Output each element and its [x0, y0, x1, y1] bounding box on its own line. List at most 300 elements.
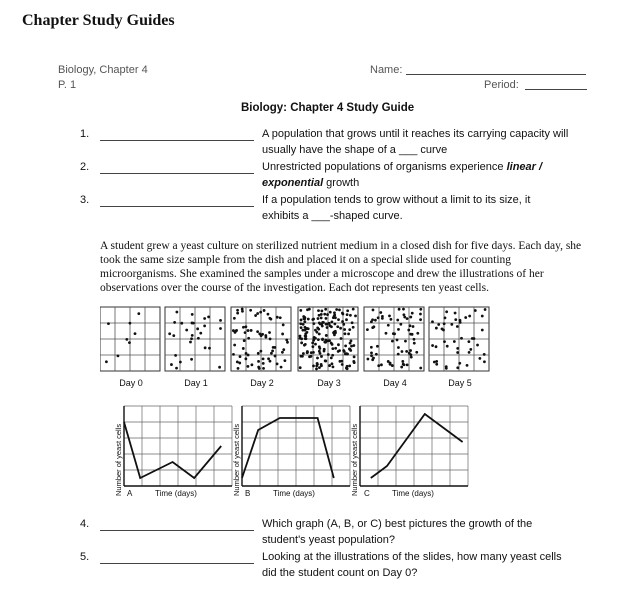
yeast-dot [311, 345, 314, 348]
yeast-dot [282, 348, 285, 351]
answer-line-3[interactable] [100, 206, 254, 207]
yeast-dot [320, 317, 323, 320]
yeast-dot [237, 367, 240, 370]
yeast-dot [320, 355, 323, 358]
yeast-dot [175, 367, 178, 370]
yeast-dot [454, 312, 457, 315]
yeast-dot [466, 364, 469, 367]
slide-2 [231, 307, 291, 371]
day-label: Day 4 [383, 378, 407, 388]
yeast-dot [258, 367, 261, 370]
yeast-dot [326, 326, 329, 329]
yeast-dot [315, 331, 318, 334]
yeast-dot [256, 330, 259, 333]
yeast-dot [173, 321, 176, 324]
yeast-dot [280, 366, 283, 369]
day-label: Day 1 [184, 378, 208, 388]
graph-c-letter: C [364, 489, 370, 498]
question-text-line: A population that grows until it reaches its carrying capacity will [262, 128, 569, 140]
yeast-dot [312, 365, 315, 368]
yeast-dot [219, 327, 222, 330]
question-number: 3. [80, 194, 90, 206]
yeast-dot [374, 319, 377, 322]
yeast-dot [175, 311, 178, 314]
yeast-dot [331, 343, 334, 346]
yeast-dot [456, 366, 459, 369]
passage: A student grew a yeast culture on sterilized nutrient medium in a closed dish for five days. Each day, she took the same size sample from the dish and placed it on a special slide used for counting microorganisms. She examined the samples under a microscope and drew the illustrations of her observations over the course of the investigation. Each dot represents ten yeast cells. [100, 240, 582, 294]
yeast-dot [348, 348, 351, 351]
yeast-dot [370, 346, 373, 349]
yeast-dot [259, 350, 262, 353]
yeast-dot [331, 362, 334, 365]
yeast-dot [312, 318, 315, 321]
name-label: Name: [370, 64, 403, 76]
yeast-dot [409, 324, 412, 327]
yeast-dot [326, 313, 329, 316]
yeast-dot [268, 331, 271, 334]
yeast-dot [391, 364, 394, 367]
yeast-dot [256, 312, 259, 315]
day-label: Day 0 [119, 378, 143, 388]
yeast-dot [441, 328, 444, 331]
yeast-dot [241, 308, 244, 311]
yeast-dot [371, 318, 374, 321]
graph-b-xlabel: Time (days) [273, 489, 315, 498]
yeast-dot [350, 339, 353, 342]
yeast-dot [270, 352, 273, 355]
yeast-dot [170, 363, 173, 366]
yeast-dot [282, 323, 285, 326]
question-text-emphasis: exponential [262, 177, 324, 189]
question-text-line: did the student count on Day 0? [262, 567, 418, 579]
yeast-dot [272, 346, 275, 349]
slide-5 [429, 307, 489, 371]
yeast-dot [330, 321, 333, 324]
yeast-dot [128, 341, 131, 344]
yeast-dot [203, 324, 206, 327]
yeast-dot [312, 351, 315, 354]
day-label: Day 5 [448, 378, 472, 388]
yeast-dot [460, 337, 463, 340]
yeast-dot [408, 352, 411, 355]
yeast-dot [299, 366, 302, 369]
yeast-dot [354, 314, 357, 317]
yeast-dot [307, 318, 310, 321]
yeast-dot [336, 325, 339, 328]
yeast-dot [260, 334, 263, 337]
yeast-dot [244, 357, 247, 360]
yeast-dot [197, 337, 200, 340]
yeast-dot [415, 351, 418, 354]
yeast-dot [269, 360, 272, 363]
yeast-dot [431, 320, 434, 323]
course-label: Biology, Chapter 4 [58, 64, 148, 76]
yeast-dot [316, 326, 319, 329]
question-number: 4. [80, 518, 90, 530]
yeast-dot [242, 326, 245, 329]
yeast-dot [332, 365, 335, 368]
yeast-dot [419, 313, 422, 316]
yeast-dot [339, 360, 342, 363]
question-text-emphasis: linear / [506, 161, 543, 173]
yeast-dot [453, 340, 456, 343]
yeast-dot [251, 363, 254, 366]
yeast-dot [199, 332, 202, 335]
question-number: 1. [80, 128, 90, 140]
yeast-dot [306, 308, 309, 311]
yeast-dot [381, 317, 384, 320]
yeast-dot [276, 362, 279, 365]
yeast-dot [330, 356, 333, 359]
yeast-dot [334, 331, 337, 334]
yeast-dot [262, 367, 265, 370]
graph-a-xlabel: Time (days) [155, 489, 197, 498]
yeast-dot [312, 322, 315, 325]
yeast-dot [281, 351, 284, 354]
yeast-dot [419, 367, 422, 370]
question-text-line: Which graph (A, B, or C) best pictures the growth of the [262, 518, 533, 530]
yeast-dot [254, 314, 257, 317]
yeast-dot [333, 322, 336, 325]
yeast-dot [341, 313, 344, 316]
period-label: Period: [484, 79, 519, 91]
yeast-dot [471, 337, 474, 340]
yeast-dot [129, 322, 132, 325]
yeast-dot [249, 309, 252, 312]
yeast-dot [319, 323, 322, 326]
yeast-dot [403, 363, 406, 366]
yeast-dot [306, 327, 309, 330]
page-label: P. 1 [58, 79, 77, 91]
yeast-dot [348, 328, 351, 331]
graph-a-ylabel: Number of yeast cells [114, 423, 123, 496]
yeast-dot [372, 309, 375, 312]
question-2-text [262, 159, 542, 191]
slide-0 [100, 307, 160, 371]
yeast-dot [247, 337, 250, 340]
yeast-dot [300, 341, 303, 344]
yeast-dot [172, 334, 175, 337]
yeast-dot [404, 340, 407, 343]
yeast-dot [435, 327, 438, 330]
slides-figure [100, 305, 500, 377]
yeast-dot [405, 350, 408, 353]
graph-b-letter: B [245, 489, 251, 498]
yeast-dot [468, 315, 471, 318]
yeast-dot [168, 332, 171, 335]
yeast-dot [320, 363, 323, 366]
yeast-dot [234, 331, 237, 334]
question-text-part: growth [323, 177, 360, 189]
answer-line-5[interactable] [100, 563, 254, 564]
yeast-dot [349, 314, 352, 317]
answer-line-1[interactable] [100, 140, 254, 141]
yeast-dot [236, 312, 239, 315]
yeast-dot [269, 338, 272, 341]
yeast-dot [247, 365, 250, 368]
day-label: Day 2 [250, 378, 274, 388]
yeast-dot [304, 337, 307, 340]
yeast-dot [352, 326, 355, 329]
yeast-dot [324, 360, 327, 363]
slide-1 [165, 307, 225, 371]
yeast-dot [352, 344, 355, 347]
yeast-dot [413, 338, 416, 341]
yeast-dot [262, 362, 265, 365]
doc-title: Biology: Chapter 4 Study Guide [241, 102, 415, 114]
question-4-text [262, 516, 532, 548]
yeast-dot [334, 347, 337, 350]
question-text-line: student's yeast population? [262, 534, 395, 546]
yeast-dot [137, 312, 140, 315]
yeast-dot [419, 308, 422, 311]
yeast-dot [402, 308, 405, 311]
yeast-dot [411, 312, 414, 315]
yeast-dot [334, 316, 337, 319]
yeast-dot [302, 323, 305, 326]
yeast-dot [342, 349, 345, 352]
question-text-line: If a population tends to grow without a limit to its size, it [262, 194, 531, 206]
yeast-dot [411, 333, 414, 336]
yeast-dot [300, 337, 303, 340]
yeast-dot [339, 327, 342, 330]
yeast-dot [134, 332, 137, 335]
yeast-dot [107, 322, 110, 325]
yeast-dot [385, 332, 388, 335]
yeast-dot [285, 338, 288, 341]
question-text-part: Unrestricted populations of organisms experience [262, 161, 507, 173]
yeast-dot [380, 363, 383, 366]
yeast-dot [320, 310, 323, 313]
yeast-dot [300, 319, 303, 322]
yeast-dot [323, 313, 326, 316]
yeast-dot [468, 351, 471, 354]
yeast-dot [274, 355, 277, 358]
yeast-dot [412, 325, 415, 328]
yeast-dot [304, 334, 307, 337]
yeast-dot [267, 357, 270, 360]
yeast-dot [281, 333, 284, 336]
answer-line-2[interactable] [100, 173, 254, 174]
yeast-dot [459, 319, 462, 322]
yeast-dot [397, 353, 400, 356]
question-1-text [262, 126, 568, 158]
yeast-dot [351, 321, 354, 324]
yeast-dot [331, 354, 334, 357]
yeast-dot [190, 337, 193, 340]
yeast-dot [337, 343, 340, 346]
yeast-dot [191, 334, 194, 337]
yeast-dot [345, 352, 348, 355]
yeast-dot [331, 347, 334, 350]
slide-4 [364, 307, 424, 371]
yeast-dot [396, 339, 399, 342]
yeast-dot [117, 354, 120, 357]
yeast-dot [388, 314, 391, 317]
yeast-dot [469, 348, 472, 351]
yeast-dot [318, 350, 321, 353]
yeast-dot [257, 360, 260, 363]
yeast-dot [244, 325, 247, 328]
question-text-line: usually have the shape of a ___ curve [262, 144, 448, 156]
yeast-dot [456, 351, 459, 354]
yeast-dot [337, 318, 340, 321]
period-field[interactable] [525, 89, 587, 90]
yeast-dot [239, 355, 242, 358]
graph-curve [242, 418, 334, 478]
yeast-dot [346, 365, 349, 368]
yeast-dot [204, 346, 207, 349]
graph-b-ylabel: Number of yeast cells [232, 423, 241, 496]
yeast-dot [399, 323, 402, 326]
yeast-dot [481, 315, 484, 318]
yeast-dot [324, 308, 327, 311]
yeast-dot [450, 323, 453, 326]
yeast-dot [190, 358, 193, 361]
yeast-dot [317, 317, 320, 320]
question-text-line: Looking at the illustrations of the slides, how many yeast cells [262, 551, 562, 563]
yeast-dot [279, 316, 282, 319]
yeast-dot [366, 358, 369, 361]
yeast-dot [370, 351, 373, 354]
yeast-dot [329, 311, 332, 314]
yeast-dot [341, 363, 344, 366]
yeast-dot [348, 364, 351, 367]
yeast-dot [208, 347, 211, 350]
yeast-dot [335, 308, 338, 311]
yeast-dot [267, 313, 270, 316]
name-field[interactable] [406, 74, 586, 75]
yeast-dot [219, 319, 222, 322]
yeast-dot [299, 335, 302, 338]
yeast-dot [270, 318, 273, 321]
yeast-dot [250, 329, 253, 332]
yeast-dot [284, 359, 287, 362]
yeast-dot [317, 338, 320, 341]
yeast-dot [403, 316, 406, 319]
yeast-dot [344, 344, 347, 347]
yeast-dot [174, 354, 177, 357]
yeast-dot [397, 346, 400, 349]
yeast-dot [409, 349, 412, 352]
yeast-dot [344, 332, 347, 335]
graph-curve [124, 422, 221, 478]
yeast-dot [352, 308, 355, 311]
yeast-dot [437, 323, 440, 326]
yeast-dot [247, 329, 250, 332]
yeast-dot [474, 309, 477, 312]
yeast-dot [338, 349, 341, 352]
yeast-dot [233, 344, 236, 347]
yeast-dot [242, 347, 245, 350]
yeast-dot [435, 345, 438, 348]
yeast-dot [325, 334, 328, 337]
yeast-dot [413, 342, 416, 345]
yeast-dot [318, 314, 321, 317]
yeast-dot [262, 357, 265, 360]
yeast-dot [338, 308, 341, 311]
yeast-dot [377, 364, 380, 367]
yeast-dot [456, 347, 459, 350]
page-title: Chapter Study Guides [22, 12, 175, 29]
yeast-dot [396, 319, 399, 322]
yeast-dot [238, 362, 241, 365]
yeast-dot [321, 338, 324, 341]
yeast-dot [366, 328, 369, 331]
yeast-dot [325, 317, 328, 320]
yeast-dot [481, 329, 484, 332]
yeast-dot [318, 347, 321, 350]
yeast-dot [483, 360, 486, 363]
yeast-dot [316, 357, 319, 360]
yeast-dot [196, 327, 199, 330]
yeast-dot [445, 367, 448, 370]
yeast-dot [406, 364, 409, 367]
graph-c-ylabel: Number of yeast cells [350, 423, 359, 496]
yeast-dot [276, 316, 279, 319]
yeast-dot [406, 317, 409, 320]
yeast-dot [353, 356, 356, 359]
graph-a-letter: A [127, 489, 133, 498]
yeast-dot [312, 337, 315, 340]
yeast-dot [315, 368, 318, 371]
yeast-dot [333, 311, 336, 314]
yeast-dot [232, 353, 235, 356]
answer-line-4[interactable] [100, 530, 254, 531]
yeast-dot [431, 344, 434, 347]
yeast-dot [259, 311, 262, 314]
yeast-dot [236, 309, 239, 312]
yeast-dot [390, 318, 393, 321]
yeast-dot [446, 345, 449, 348]
yeast-dot [454, 318, 457, 321]
yeast-dot [400, 366, 403, 369]
yeast-dot [343, 328, 346, 331]
question-3-text [262, 192, 530, 224]
yeast-dot [299, 309, 302, 312]
yeast-dot [318, 333, 321, 336]
yeast-dot [191, 313, 194, 316]
yeast-dot [301, 355, 304, 358]
yeast-dot [257, 352, 260, 355]
yeast-dot [484, 308, 487, 311]
yeast-dot [456, 325, 459, 328]
question-5-text [262, 549, 562, 581]
yeast-dot [192, 322, 195, 325]
yeast-dot [409, 316, 412, 319]
question-number: 5. [80, 551, 90, 563]
graph-0 [124, 406, 232, 486]
slide-3 [298, 307, 358, 371]
yeast-dot [346, 309, 349, 312]
yeast-dot [467, 340, 470, 343]
yeast-dot [314, 343, 317, 346]
yeast-dot [353, 361, 356, 364]
yeast-dot [435, 363, 438, 366]
yeast-dot [419, 318, 422, 321]
yeast-dot [328, 364, 331, 367]
yeast-dot [185, 329, 188, 332]
yeast-dot [318, 366, 321, 369]
yeast-dot [207, 316, 210, 319]
yeast-dot [203, 317, 206, 320]
graph-c-xlabel: Time (days) [392, 489, 434, 498]
yeast-dot [264, 336, 267, 339]
yeast-dot [218, 366, 221, 369]
yeast-dot [376, 345, 379, 348]
yeast-dot [340, 337, 343, 340]
yeast-dot [379, 311, 382, 314]
